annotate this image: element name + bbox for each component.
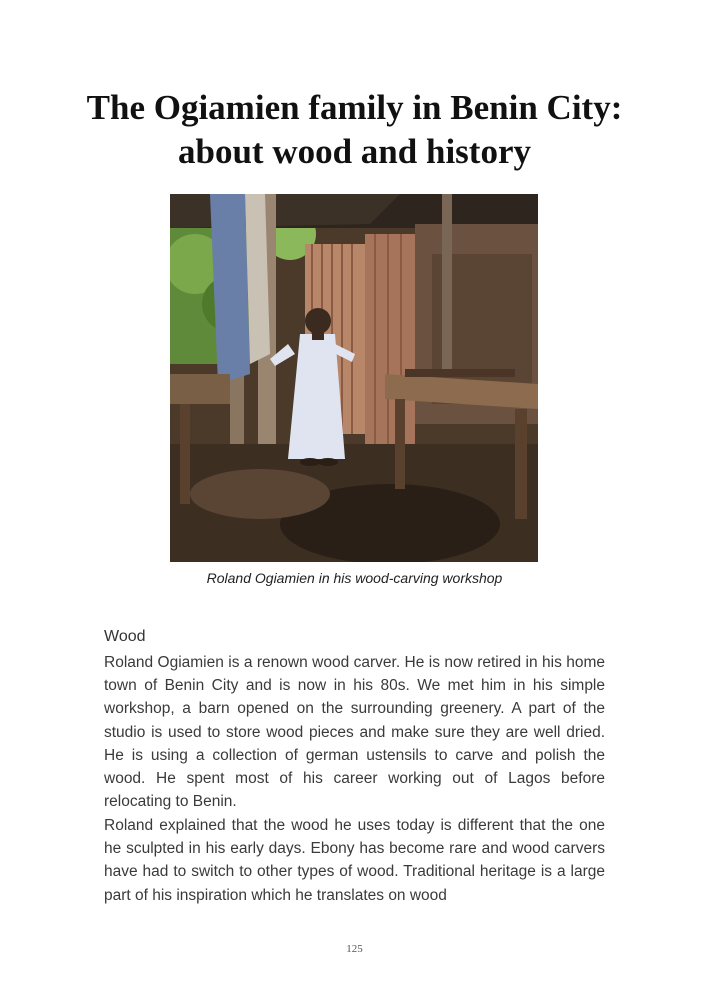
photo-caption: Roland Ogiamien in his wood-carving workshop: [206, 570, 503, 586]
page-title: The Ogiamien family in Benin City: about wood and history: [86, 88, 623, 171]
section-heading: Wood: [104, 628, 146, 645]
body-paragraph: Roland explained that the wood he uses today is different that the one he sculpted in his early days. Ebony has become rare and wood carvers have had to switch to other types of wood. Traditional heritage is a large part of his inspiration which he translates on wood: [104, 817, 605, 904]
page-number: 125: [346, 943, 363, 955]
workshop-photo: [170, 194, 538, 562]
body-paragraph: Roland Ogiamien is a renown wood carver. He is now retired in his home town of Benin City and is now in his 80s. We met him in his simple workshop, a barn opened on the surrounding greenery. A part of the studio is used to store wood pieces and make sure they are well dried. He is using a collection of german ustensils to carve and polish the wood. He spent most of his career working out of Lagos before relocating to Benin.: [104, 654, 605, 811]
